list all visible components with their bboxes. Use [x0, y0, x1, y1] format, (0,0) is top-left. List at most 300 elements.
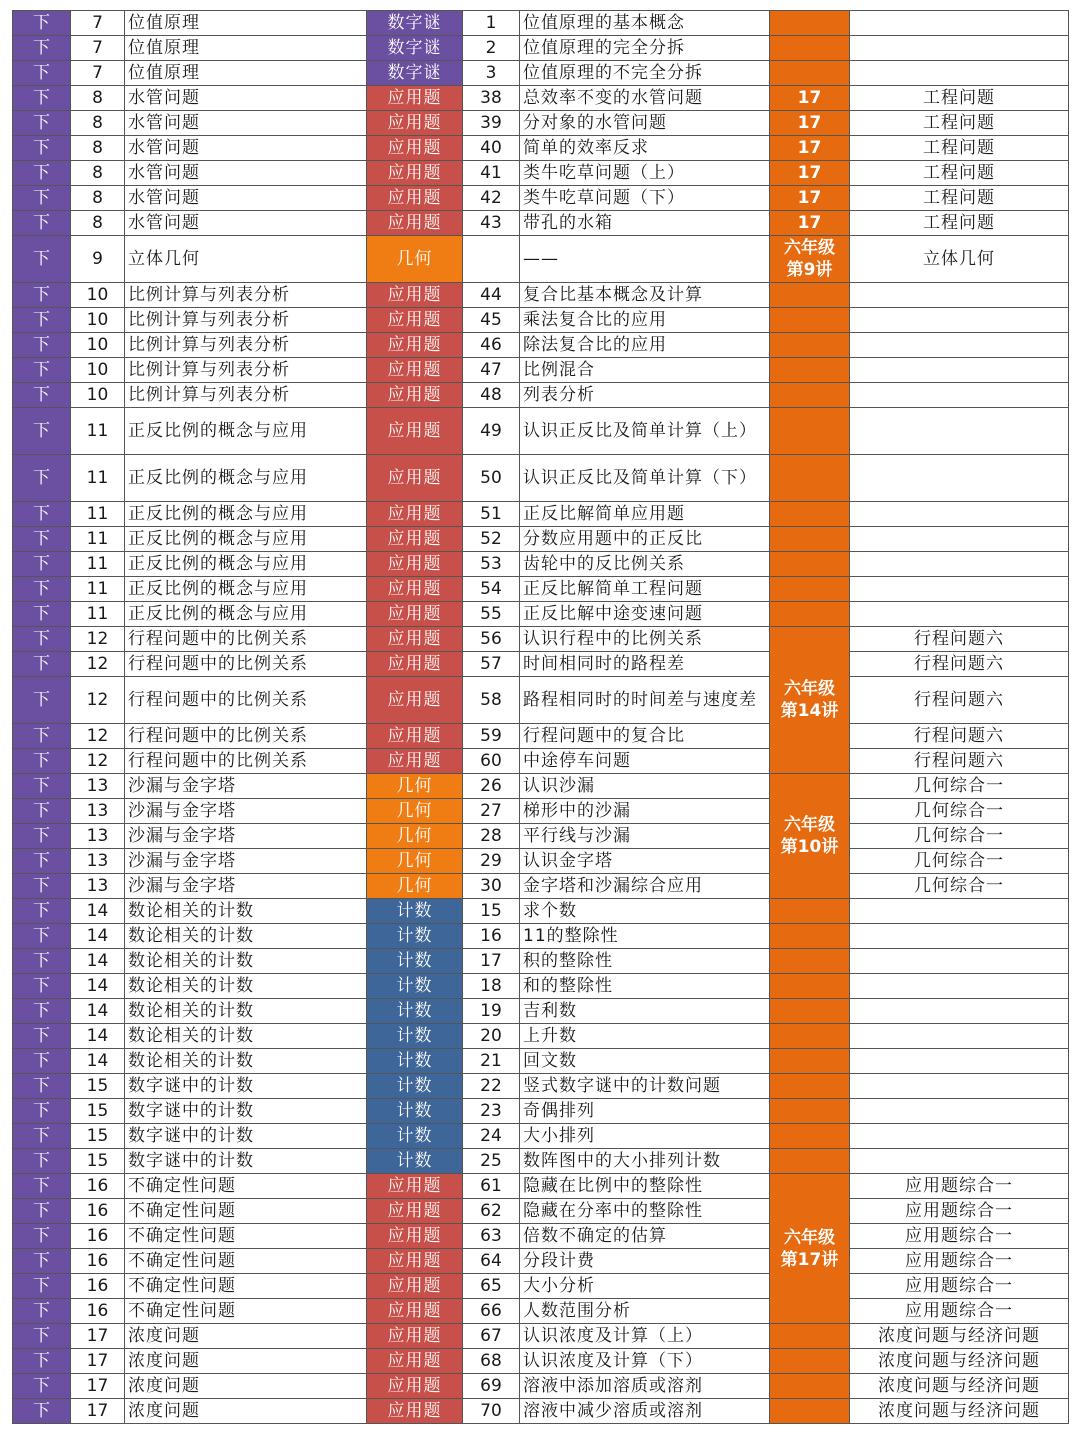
lecture-number: 17 — [71, 1374, 125, 1399]
grade6-topic — [850, 333, 1069, 358]
problem-title: 类牛吃草问题（下） — [520, 186, 770, 211]
lecture-number: 14 — [71, 999, 125, 1024]
lecture-number: 8 — [71, 86, 125, 111]
grade6-topic: 应用题综合一 — [850, 1224, 1069, 1249]
lecture-name: 位值原理 — [125, 36, 367, 61]
problem-title: 金字塔和沙漏综合应用 — [520, 874, 770, 899]
grade6-lecture: 第9讲 — [786, 260, 833, 280]
problem-number — [463, 236, 520, 283]
lecture-name: 沙漏与金字塔 — [125, 874, 367, 899]
table-row — [13, 899, 1069, 924]
lecture-name: 位值原理 — [125, 61, 367, 86]
lecture-number: 16 — [71, 1249, 125, 1274]
problem-number: 63 — [463, 1224, 520, 1249]
problem-number: 23 — [463, 1099, 520, 1124]
lecture-number: 14 — [71, 1024, 125, 1049]
grade6-lecture-ref — [770, 1149, 850, 1174]
term-cell: 下 — [13, 974, 71, 999]
term-cell: 下 — [13, 408, 71, 455]
table-row — [13, 358, 1069, 383]
grade6-topic — [850, 61, 1069, 86]
problem-number: 15 — [463, 899, 520, 924]
category-badge: 计数 — [367, 999, 463, 1024]
lecture-number: 14 — [71, 924, 125, 949]
problem-title: 积的整除性 — [520, 949, 770, 974]
lecture-number: 12 — [71, 677, 125, 724]
lecture-name: 行程问题中的比例关系 — [125, 749, 367, 774]
lecture-number: 10 — [71, 308, 125, 333]
lecture-name: 数字谜中的计数 — [125, 1149, 367, 1174]
table-row — [13, 333, 1069, 358]
grade6-topic: 工程问题 — [850, 186, 1069, 211]
grade6-topic — [850, 1049, 1069, 1074]
table-row — [13, 974, 1069, 999]
category-badge: 应用题 — [367, 652, 463, 677]
lecture-name: 行程问题中的比例关系 — [125, 627, 367, 652]
term-cell: 下 — [13, 577, 71, 602]
problem-title: 奇偶排列 — [520, 1099, 770, 1124]
lecture-number: 13 — [71, 774, 125, 799]
grade6-topic — [850, 1124, 1069, 1149]
table-row — [13, 924, 1069, 949]
grade6-topic — [850, 1074, 1069, 1099]
problem-number: 29 — [463, 849, 520, 874]
category-badge: 应用题 — [367, 1249, 463, 1274]
problem-number: 44 — [463, 283, 520, 308]
table-row — [13, 1024, 1069, 1049]
table-row — [13, 1374, 1069, 1399]
term-cell: 下 — [13, 502, 71, 527]
lecture-number: 10 — [71, 358, 125, 383]
term-cell: 下 — [13, 749, 71, 774]
term-cell: 下 — [13, 1199, 71, 1224]
term-cell: 下 — [13, 652, 71, 677]
grade6-topic: 浓度问题与经济问题 — [850, 1399, 1069, 1424]
table-row — [13, 1249, 1069, 1274]
problem-title: 人数范围分析 — [520, 1299, 770, 1324]
problem-title: 行程问题中的复合比 — [520, 724, 770, 749]
problem-number: 54 — [463, 577, 520, 602]
term-cell: 下 — [13, 383, 71, 408]
category-badge: 应用题 — [367, 111, 463, 136]
grade6-topic — [850, 36, 1069, 61]
category-badge: 应用题 — [367, 749, 463, 774]
term-cell: 下 — [13, 874, 71, 899]
category-badge: 应用题 — [367, 186, 463, 211]
category-badge: 几何 — [367, 774, 463, 799]
problem-number: 68 — [463, 1349, 520, 1374]
lecture-number: 10 — [71, 383, 125, 408]
problem-title: 回文数 — [520, 1049, 770, 1074]
problem-title: 平行线与沙漏 — [520, 824, 770, 849]
problem-number: 62 — [463, 1199, 520, 1224]
lecture-number: 8 — [71, 186, 125, 211]
term-cell: 下 — [13, 333, 71, 358]
grade6-lecture-ref — [770, 1399, 850, 1424]
category-badge: 计数 — [367, 1049, 463, 1074]
lecture-number: 15 — [71, 1099, 125, 1124]
category-badge: 应用题 — [367, 1374, 463, 1399]
problem-title: 正反比解简单工程问题 — [520, 577, 770, 602]
table-row — [13, 1099, 1069, 1124]
lecture-number: 12 — [71, 749, 125, 774]
problem-number: 24 — [463, 1124, 520, 1149]
table-row — [13, 849, 1069, 874]
lecture-name: 浓度问题 — [125, 1324, 367, 1349]
grade6-lecture-ref — [770, 577, 850, 602]
lecture-number: 16 — [71, 1174, 125, 1199]
problem-number: 25 — [463, 1149, 520, 1174]
category-badge: 应用题 — [367, 455, 463, 502]
problem-number: 21 — [463, 1049, 520, 1074]
term-cell: 下 — [13, 1174, 71, 1199]
grade6-topic: 工程问题 — [850, 86, 1069, 111]
term-cell: 下 — [13, 36, 71, 61]
problem-number: 61 — [463, 1174, 520, 1199]
grade6-topic — [850, 999, 1069, 1024]
grade6-lecture-ref — [770, 1024, 850, 1049]
problem-number: 65 — [463, 1274, 520, 1299]
problem-title: 溶液中添加溶质或溶剂 — [520, 1374, 770, 1399]
category-badge: 计数 — [367, 1124, 463, 1149]
problem-number: 39 — [463, 111, 520, 136]
grade6-topic — [850, 308, 1069, 333]
category-badge: 应用题 — [367, 602, 463, 627]
lecture-name: 水管问题 — [125, 111, 367, 136]
lecture-name: 水管问题 — [125, 86, 367, 111]
problem-number: 60 — [463, 749, 520, 774]
problem-number: 1 — [463, 11, 520, 36]
lecture-name: 行程问题中的比例关系 — [125, 652, 367, 677]
grade6-topic — [850, 1099, 1069, 1124]
category-badge: 数字谜 — [367, 61, 463, 86]
category-badge: 应用题 — [367, 1274, 463, 1299]
grade6-lecture-ref — [770, 1124, 850, 1149]
lecture-name: 数论相关的计数 — [125, 1049, 367, 1074]
problem-title: 带孔的水箱 — [520, 211, 770, 236]
problem-number: 40 — [463, 136, 520, 161]
term-cell: 下 — [13, 849, 71, 874]
lecture-name: 不确定性问题 — [125, 1249, 367, 1274]
problem-title: 认识浓度及计算（上） — [520, 1324, 770, 1349]
lecture-name: 比例计算与列表分析 — [125, 308, 367, 333]
table-row — [13, 1324, 1069, 1349]
term-cell: 下 — [13, 1349, 71, 1374]
lecture-name: 行程问题中的比例关系 — [125, 677, 367, 724]
lecture-number: 8 — [71, 211, 125, 236]
lecture-name: 比例计算与列表分析 — [125, 383, 367, 408]
category-badge: 应用题 — [367, 161, 463, 186]
table-row — [13, 1224, 1069, 1249]
grade6-topic: 几何综合一 — [850, 774, 1069, 799]
term-cell: 下 — [13, 1099, 71, 1124]
lecture-number: 14 — [71, 974, 125, 999]
curriculum-table — [12, 10, 1069, 1424]
term-cell: 下 — [13, 358, 71, 383]
lecture-name: 沙漏与金字塔 — [125, 849, 367, 874]
grade6-lecture: 第14讲 — [780, 701, 839, 721]
problem-title: 认识金字塔 — [520, 849, 770, 874]
category-badge: 几何 — [367, 824, 463, 849]
problem-number: 64 — [463, 1249, 520, 1274]
lecture-name: 水管问题 — [125, 136, 367, 161]
table-row — [13, 527, 1069, 552]
lecture-name: 沙漏与金字塔 — [125, 799, 367, 824]
term-cell: 下 — [13, 1274, 71, 1299]
problem-title: 时间相同时的路程差 — [520, 652, 770, 677]
lecture-name: 不确定性问题 — [125, 1274, 367, 1299]
table-row — [13, 677, 1069, 724]
term-cell: 下 — [13, 111, 71, 136]
problem-title: 位值原理的不完全分拆 — [520, 61, 770, 86]
lecture-name: 数字谜中的计数 — [125, 1124, 367, 1149]
lecture-number: 13 — [71, 849, 125, 874]
lecture-number: 17 — [71, 1324, 125, 1349]
problem-number: 3 — [463, 61, 520, 86]
lecture-name: 数论相关的计数 — [125, 1024, 367, 1049]
problem-title: 竖式数字谜中的计数问题 — [520, 1074, 770, 1099]
grade6-topic — [850, 552, 1069, 577]
grade6-lecture-ref — [770, 899, 850, 924]
lecture-number: 11 — [71, 408, 125, 455]
category-badge: 计数 — [367, 974, 463, 999]
grade6-lecture-ref — [770, 527, 850, 552]
grade6-topic: 应用题综合一 — [850, 1249, 1069, 1274]
category-badge: 应用题 — [367, 552, 463, 577]
term-cell: 下 — [13, 824, 71, 849]
grade6-topic — [850, 283, 1069, 308]
table-row — [13, 999, 1069, 1024]
grade6-lecture-ref — [770, 1099, 850, 1124]
table-row — [13, 236, 1069, 283]
problem-number: 2 — [463, 36, 520, 61]
problem-number: 26 — [463, 774, 520, 799]
table-row — [13, 502, 1069, 527]
problem-number: 66 — [463, 1299, 520, 1324]
problem-title: 认识沙漏 — [520, 774, 770, 799]
grade6-lecture-ref — [770, 61, 850, 86]
term-cell: 下 — [13, 1049, 71, 1074]
grade6-lecture-ref — [770, 11, 850, 36]
problem-title: 认识浓度及计算（下） — [520, 1349, 770, 1374]
grade6-topic: 行程问题六 — [850, 749, 1069, 774]
lecture-number: 12 — [71, 724, 125, 749]
lecture-name: 正反比例的概念与应用 — [125, 455, 367, 502]
grade6-topic — [850, 11, 1069, 36]
table-row — [13, 308, 1069, 333]
table-row — [13, 552, 1069, 577]
category-badge: 应用题 — [367, 724, 463, 749]
lecture-name: 水管问题 — [125, 211, 367, 236]
problem-number: 52 — [463, 527, 520, 552]
grade6-label: 六年级 — [784, 1227, 835, 1248]
grade6-topic — [850, 1149, 1069, 1174]
term-cell: 下 — [13, 899, 71, 924]
category-badge: 应用题 — [367, 577, 463, 602]
term-cell: 下 — [13, 677, 71, 724]
grade6-topic: 工程问题 — [850, 161, 1069, 186]
lecture-name: 正反比例的概念与应用 — [125, 502, 367, 527]
grade6-topic — [850, 502, 1069, 527]
grade6-lecture-ref — [770, 1049, 850, 1074]
grade6-topic — [850, 408, 1069, 455]
lecture-name: 正反比例的概念与应用 — [125, 408, 367, 455]
lecture-name: 比例计算与列表分析 — [125, 333, 367, 358]
problem-title: 数阵图中的大小排列计数 — [520, 1149, 770, 1174]
grade6-lecture-ref — [770, 236, 850, 283]
problem-number: 70 — [463, 1399, 520, 1424]
grade6-label: 六年级 — [784, 238, 835, 258]
lecture-name: 正反比例的概念与应用 — [125, 602, 367, 627]
problem-title: 正反比解中途变速问题 — [520, 602, 770, 627]
problem-number: 38 — [463, 86, 520, 111]
term-cell: 下 — [13, 236, 71, 283]
category-badge: 应用题 — [367, 1399, 463, 1424]
lecture-name: 正反比例的概念与应用 — [125, 527, 367, 552]
problem-number: 42 — [463, 186, 520, 211]
lecture-number: 12 — [71, 627, 125, 652]
category-badge: 计数 — [367, 1099, 463, 1124]
table-row — [13, 1074, 1069, 1099]
lecture-number: 15 — [71, 1149, 125, 1174]
grade6-topic: 应用题综合一 — [850, 1299, 1069, 1324]
problem-number: 69 — [463, 1374, 520, 1399]
category-badge: 应用题 — [367, 1174, 463, 1199]
grade6-lecture-ref: 17 — [770, 186, 850, 211]
lecture-number: 15 — [71, 1074, 125, 1099]
grade6-topic: 行程问题六 — [850, 724, 1069, 749]
term-cell: 下 — [13, 627, 71, 652]
category-badge: 计数 — [367, 899, 463, 924]
category-badge: 应用题 — [367, 677, 463, 724]
lecture-number: 11 — [71, 527, 125, 552]
grade6-lecture-ref — [770, 1324, 850, 1349]
lecture-name: 不确定性问题 — [125, 1299, 367, 1324]
table-row — [13, 1274, 1069, 1299]
problem-title: 分数应用题中的正反比 — [520, 527, 770, 552]
problem-number: 47 — [463, 358, 520, 383]
grade6-lecture-ref — [770, 1074, 850, 1099]
lecture-number: 13 — [71, 874, 125, 899]
problem-number: 50 — [463, 455, 520, 502]
lecture-number: 14 — [71, 899, 125, 924]
table-row — [13, 86, 1069, 111]
term-cell: 下 — [13, 602, 71, 627]
lecture-number: 7 — [71, 61, 125, 86]
term-cell: 下 — [13, 1374, 71, 1399]
category-badge: 应用题 — [367, 627, 463, 652]
table-row — [13, 774, 1069, 799]
term-cell: 下 — [13, 799, 71, 824]
term-cell: 下 — [13, 552, 71, 577]
table-row — [13, 627, 1069, 652]
problem-title: 列表分析 — [520, 383, 770, 408]
table-row — [13, 724, 1069, 749]
problem-number: 59 — [463, 724, 520, 749]
lecture-number: 10 — [71, 283, 125, 308]
grade6-lecture-ref: 17 — [770, 211, 850, 236]
problem-title: 求个数 — [520, 899, 770, 924]
lecture-name: 数字谜中的计数 — [125, 1074, 367, 1099]
problem-number: 22 — [463, 1074, 520, 1099]
grade6-lecture-ref — [770, 408, 850, 455]
problem-title: 隐藏在分率中的整除性 — [520, 1199, 770, 1224]
grade6-topic: 浓度问题与经济问题 — [850, 1374, 1069, 1399]
table-row — [13, 61, 1069, 86]
category-badge: 应用题 — [367, 308, 463, 333]
grade6-lecture-ref — [770, 974, 850, 999]
lecture-number: 11 — [71, 602, 125, 627]
table-row — [13, 1174, 1069, 1199]
table-row — [13, 602, 1069, 627]
term-cell: 下 — [13, 1324, 71, 1349]
lecture-name: 水管问题 — [125, 161, 367, 186]
lecture-name: 数论相关的计数 — [125, 974, 367, 999]
category-badge: 应用题 — [367, 1199, 463, 1224]
grade6-lecture-ref: 17 — [770, 86, 850, 111]
grade6-lecture-ref — [770, 502, 850, 527]
problem-title: 认识正反比及简单计算（上） — [520, 408, 770, 455]
lecture-number: 11 — [71, 577, 125, 602]
problem-title: 总效率不变的水管问题 — [520, 86, 770, 111]
problem-title: 倍数不确定的估算 — [520, 1224, 770, 1249]
category-badge: 应用题 — [367, 358, 463, 383]
table-row — [13, 799, 1069, 824]
problem-number: 53 — [463, 552, 520, 577]
grade6-label: 六年级 — [784, 679, 835, 699]
category-badge: 计数 — [367, 1024, 463, 1049]
lecture-name: 不确定性问题 — [125, 1224, 367, 1249]
grade6-lecture-ref — [770, 774, 850, 899]
grade6-topic: 几何综合一 — [850, 849, 1069, 874]
grade6-lecture-ref — [770, 383, 850, 408]
problem-title: 简单的效率反求 — [520, 136, 770, 161]
term-cell: 下 — [13, 1299, 71, 1324]
table-row — [13, 408, 1069, 455]
grade6-lecture-ref: 17 — [770, 111, 850, 136]
term-cell: 下 — [13, 724, 71, 749]
grade6-lecture-ref — [770, 358, 850, 383]
problem-title: 乘法复合比的应用 — [520, 308, 770, 333]
term-cell: 下 — [13, 308, 71, 333]
term-cell: 下 — [13, 455, 71, 502]
problem-number: 48 — [463, 383, 520, 408]
lecture-number: 17 — [71, 1349, 125, 1374]
lecture-number: 16 — [71, 1224, 125, 1249]
lecture-number: 11 — [71, 552, 125, 577]
term-cell: 下 — [13, 61, 71, 86]
table-body — [13, 11, 1069, 1424]
table-row — [13, 1049, 1069, 1074]
lecture-name: 不确定性问题 — [125, 1174, 367, 1199]
term-cell: 下 — [13, 186, 71, 211]
grade6-topic — [850, 602, 1069, 627]
lecture-name: 浓度问题 — [125, 1399, 367, 1424]
lecture-number: 14 — [71, 949, 125, 974]
grade6-topic: 应用题综合一 — [850, 1174, 1069, 1199]
grade6-topic — [850, 899, 1069, 924]
problem-title: 齿轮中的反比例关系 — [520, 552, 770, 577]
problem-number: 19 — [463, 999, 520, 1024]
lecture-number: 11 — [71, 455, 125, 502]
category-badge: 应用题 — [367, 86, 463, 111]
problem-title: 认识正反比及简单计算（下） — [520, 455, 770, 502]
problem-number: 43 — [463, 211, 520, 236]
problem-number: 56 — [463, 627, 520, 652]
problem-number: 67 — [463, 1324, 520, 1349]
table-row — [13, 211, 1069, 236]
problem-number: 17 — [463, 949, 520, 974]
